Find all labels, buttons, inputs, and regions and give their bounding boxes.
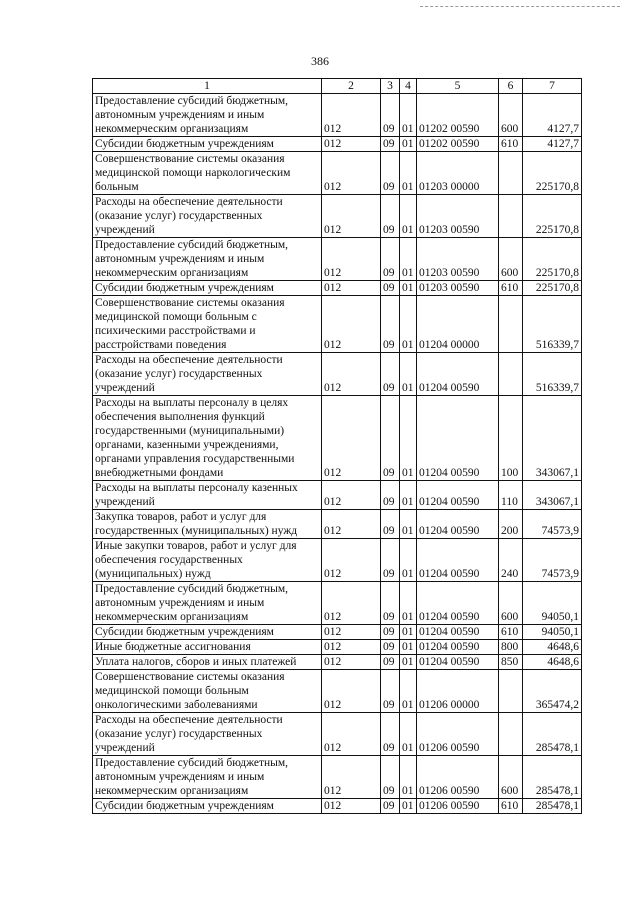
row-article: 01204 00590 (417, 539, 499, 582)
row-expense-type (499, 670, 523, 713)
row-subsection: 01 (400, 640, 417, 655)
row-expense-type: 850 (499, 655, 523, 670)
row-name: Расходы на обеспечение деятельности (оказание услуг) государственных учреждений (93, 713, 322, 756)
row-code: 012 (322, 510, 381, 539)
row-amount: 225170,8 (523, 195, 582, 238)
row-section: 09 (381, 296, 400, 353)
row-section: 09 (381, 713, 400, 756)
row-name: Предоставление субсидий бюджетным, автономным учреждениям и иным некоммерческим организациям (93, 582, 322, 625)
row-name: Совершенствование системы оказания медицинской помощи больным с психическими расстройствами и расстройствами поведения (93, 296, 322, 353)
row-section: 09 (381, 670, 400, 713)
row-code: 012 (322, 152, 381, 195)
row-subsection: 01 (400, 137, 417, 152)
row-code: 012 (322, 396, 381, 481)
row-section: 09 (381, 799, 400, 814)
row-article: 01204 00590 (417, 510, 499, 539)
row-name: Совершенствование системы оказания медицинской помощи наркологическим больным (93, 152, 322, 195)
row-section: 09 (381, 281, 400, 296)
row-section: 09 (381, 353, 400, 396)
row-expense-type: 610 (499, 137, 523, 152)
table-row (93, 296, 582, 353)
row-amount: 285478,1 (523, 713, 582, 756)
row-section: 09 (381, 640, 400, 655)
row-section: 09 (381, 396, 400, 481)
row-article: 01204 00590 (417, 625, 499, 640)
row-article: 01206 00000 (417, 670, 499, 713)
row-amount: 94050,1 (523, 582, 582, 625)
row-article: 01206 00590 (417, 799, 499, 814)
row-section: 09 (381, 655, 400, 670)
row-expense-type (499, 353, 523, 396)
row-amount: 74573,9 (523, 510, 582, 539)
col-header-4: 4 (400, 79, 417, 94)
row-subsection: 01 (400, 539, 417, 582)
row-expense-type: 800 (499, 640, 523, 655)
table-row (93, 713, 582, 756)
row-amount: 365474,2 (523, 670, 582, 713)
table-row (93, 625, 582, 640)
row-amount: 4127,7 (523, 94, 582, 137)
row-expense-type (499, 296, 523, 353)
row-name: Уплата налогов, сборов и иных платежей (93, 655, 322, 670)
row-section: 09 (381, 94, 400, 137)
row-expense-type (499, 195, 523, 238)
table-body (93, 94, 582, 814)
table-row (93, 396, 582, 481)
row-name: Субсидии бюджетным учреждениям (93, 799, 322, 814)
row-section: 09 (381, 481, 400, 510)
row-expense-type: 600 (499, 94, 523, 137)
row-amount: 225170,8 (523, 281, 582, 296)
row-subsection: 01 (400, 238, 417, 281)
row-code: 012 (322, 799, 381, 814)
col-header-6: 6 (499, 79, 523, 94)
row-name: Совершенствование системы оказания медицинской помощи больным онкологическими заболеваниями (93, 670, 322, 713)
row-code: 012 (322, 655, 381, 670)
row-article: 01203 00590 (417, 238, 499, 281)
row-name: Предоставление субсидий бюджетным, автономным учреждениям и иным некоммерческим организациям (93, 238, 322, 281)
row-subsection: 01 (400, 296, 417, 353)
row-section: 09 (381, 510, 400, 539)
table-row (93, 481, 582, 510)
row-amount: 4648,6 (523, 640, 582, 655)
row-article: 01203 00590 (417, 195, 499, 238)
row-subsection: 01 (400, 481, 417, 510)
table-row (93, 539, 582, 582)
col-header-2: 2 (322, 79, 381, 94)
row-code: 012 (322, 582, 381, 625)
row-amount: 343067,1 (523, 396, 582, 481)
row-article: 01204 00590 (417, 582, 499, 625)
row-expense-type: 600 (499, 756, 523, 799)
row-subsection: 01 (400, 799, 417, 814)
row-expense-type: 110 (499, 481, 523, 510)
row-article: 01203 00590 (417, 281, 499, 296)
table-row (93, 582, 582, 625)
table-row (93, 152, 582, 195)
row-subsection: 01 (400, 152, 417, 195)
row-code: 012 (322, 670, 381, 713)
row-amount: 74573,9 (523, 539, 582, 582)
row-code: 012 (322, 713, 381, 756)
page-number: 386 (311, 54, 329, 68)
row-section: 09 (381, 756, 400, 799)
table-row (93, 756, 582, 799)
row-subsection: 01 (400, 582, 417, 625)
row-name: Предоставление субсидий бюджетным, автономным учреждениям и иным некоммерческим организациям (93, 94, 322, 137)
row-expense-type: 100 (499, 396, 523, 481)
row-name: Расходы на обеспечение деятельности (оказание услуг) государственных учреждений (93, 195, 322, 238)
row-article: 01204 00590 (417, 655, 499, 670)
row-subsection: 01 (400, 670, 417, 713)
row-article: 01202 00590 (417, 94, 499, 137)
row-expense-type: 240 (499, 539, 523, 582)
header-row (93, 79, 582, 94)
row-expense-type: 600 (499, 582, 523, 625)
row-name: Иные закупки товаров, работ и услуг для обеспечения государственных (муниципальных) нужд (93, 539, 322, 582)
row-article: 01204 00000 (417, 296, 499, 353)
row-expense-type: 610 (499, 625, 523, 640)
row-amount: 4648,6 (523, 655, 582, 670)
row-name: Расходы на выплаты персоналу казенных учреждений (93, 481, 322, 510)
row-section: 09 (381, 539, 400, 582)
row-amount: 285478,1 (523, 799, 582, 814)
table-row (93, 281, 582, 296)
row-section: 09 (381, 137, 400, 152)
col-header-5: 5 (417, 79, 499, 94)
row-code: 012 (322, 353, 381, 396)
row-article: 01204 00590 (417, 481, 499, 510)
table-row (93, 94, 582, 137)
row-amount: 4127,7 (523, 137, 582, 152)
row-code: 012 (322, 281, 381, 296)
row-amount: 343067,1 (523, 481, 582, 510)
col-header-3: 3 (381, 79, 400, 94)
row-expense-type: 600 (499, 238, 523, 281)
table-row (93, 137, 582, 152)
row-code: 012 (322, 539, 381, 582)
row-section: 09 (381, 152, 400, 195)
row-code: 012 (322, 195, 381, 238)
row-code: 012 (322, 625, 381, 640)
table-row (93, 640, 582, 655)
row-section: 09 (381, 195, 400, 238)
row-expense-type: 610 (499, 281, 523, 296)
row-code: 012 (322, 296, 381, 353)
row-article: 01206 00590 (417, 756, 499, 799)
row-name: Иные бюджетные ассигнования (93, 640, 322, 655)
table-row (93, 195, 582, 238)
row-amount: 225170,8 (523, 152, 582, 195)
row-expense-type (499, 152, 523, 195)
row-section: 09 (381, 582, 400, 625)
table-row (93, 238, 582, 281)
row-article: 01203 00000 (417, 152, 499, 195)
row-subsection: 01 (400, 655, 417, 670)
row-subsection: 01 (400, 625, 417, 640)
table-row (93, 655, 582, 670)
row-article: 01204 00590 (417, 640, 499, 655)
row-name: Субсидии бюджетным учреждениям (93, 625, 322, 640)
row-name: Расходы на обеспечение деятельности (оказание услуг) государственных учреждений (93, 353, 322, 396)
row-amount: 516339,7 (523, 296, 582, 353)
table-row (93, 670, 582, 713)
row-section: 09 (381, 238, 400, 281)
row-subsection: 01 (400, 510, 417, 539)
table-row (93, 353, 582, 396)
table-row (93, 799, 582, 814)
row-subsection: 01 (400, 396, 417, 481)
row-subsection: 01 (400, 94, 417, 137)
budget-table (92, 78, 582, 814)
row-code: 012 (322, 756, 381, 799)
row-article: 01202 00590 (417, 137, 499, 152)
row-amount: 285478,1 (523, 756, 582, 799)
row-article: 01204 00590 (417, 396, 499, 481)
row-code: 012 (322, 481, 381, 510)
row-expense-type: 200 (499, 510, 523, 539)
row-subsection: 01 (400, 713, 417, 756)
row-expense-type: 610 (499, 799, 523, 814)
row-article: 01206 00590 (417, 713, 499, 756)
col-header-1: 1 (93, 79, 322, 94)
row-name: Субсидии бюджетным учреждениям (93, 281, 322, 296)
row-name: Расходы на выплаты персоналу в целях обеспечения выполнения функций государственными (муниципальными) органами, казенными учреждениями, органами управления государственными внебюджетными фондами (93, 396, 322, 481)
row-name: Закупка товаров, работ и услуг для государственных (муниципальных) нужд (93, 510, 322, 539)
row-code: 012 (322, 137, 381, 152)
row-subsection: 01 (400, 195, 417, 238)
table-row (93, 510, 582, 539)
row-article: 01204 00590 (417, 353, 499, 396)
row-expense-type (499, 713, 523, 756)
row-subsection: 01 (400, 353, 417, 396)
row-code: 012 (322, 94, 381, 137)
row-subsection: 01 (400, 281, 417, 296)
row-name: Субсидии бюджетным учреждениям (93, 137, 322, 152)
row-code: 012 (322, 238, 381, 281)
col-header-7: 7 (523, 79, 582, 94)
row-amount: 516339,7 (523, 353, 582, 396)
row-subsection: 01 (400, 756, 417, 799)
row-name: Предоставление субсидий бюджетным, автономным учреждениям и иным некоммерческим организациям (93, 756, 322, 799)
row-code: 012 (322, 640, 381, 655)
scan-edge-line (420, 6, 620, 8)
row-section: 09 (381, 625, 400, 640)
row-amount: 94050,1 (523, 625, 582, 640)
row-amount: 225170,8 (523, 238, 582, 281)
